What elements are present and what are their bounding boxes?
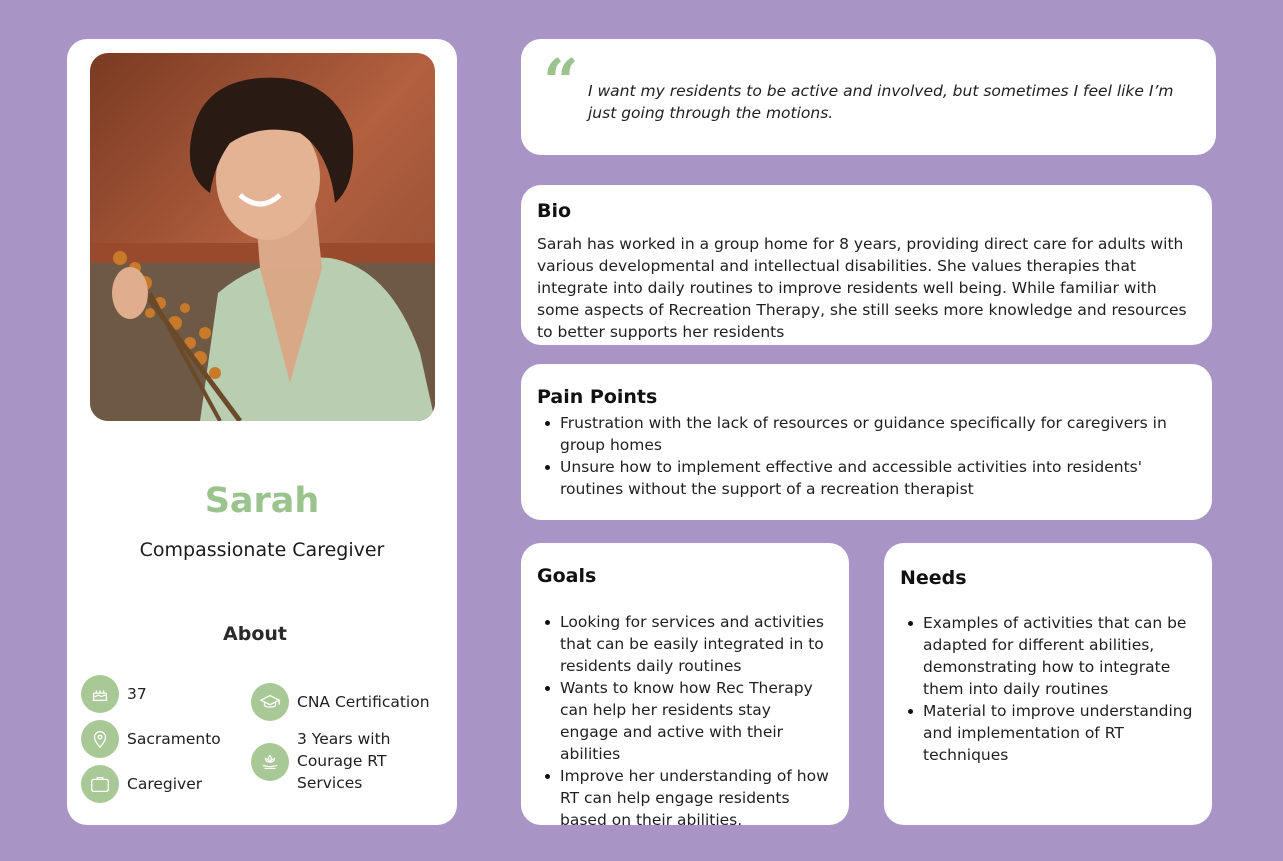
about-experience: 3 Years with Courage RT Services [251,728,409,794]
bio-text: Sarah has worked in a group home for 8 years, providing direct care for adults with various developmental and intellectual disabilities. She values therapies that integrate into daily routines to improve residents well being. While familiar with some aspects of Recreation Therapy, she still seeks more knowledge and resources to better supports her residents [537,235,1187,341]
list-item: Frustration with the lack of resources or guidance specifically for caregivers in group homes [537,412,1196,456]
needs-card [884,543,1212,825]
pain-points-heading: Pain Points [537,386,658,408]
list-item: Improve her understanding of how RT can help engage residents based on their abilities. [537,765,833,831]
about-heading: About [223,623,287,645]
persona-name: Sarah [204,481,320,521]
graduation-cap-icon [251,683,289,721]
profile-card [67,39,457,825]
quote-card [521,39,1216,155]
list-item: Wants to know how Rec Therapy can help her residents stay engage and active with their abilities [537,677,833,765]
goals-heading: Goals [537,565,597,587]
bio-heading: Bio [537,200,572,222]
bio-card [521,185,1212,345]
about-age: 37 [81,675,147,713]
persona-role: Compassionate Caregiver [139,539,385,561]
lotus-hand-icon [251,743,289,781]
list-item: Examples of activities that can be adapted for different abilities, demonstrating how to integrate them into daily routines [900,612,1196,700]
quote-text: I want my residents to be active and involved, but sometimes I feel like I’m just going through the motions. [588,82,1174,122]
profile-photo [90,53,435,421]
briefcase-icon [81,765,119,803]
map-pin-icon [81,720,119,758]
pain-points-list [537,412,1196,500]
needs-heading: Needs [900,567,967,589]
pain-points-card [521,364,1212,520]
about-certification: CNA Certification [251,683,430,721]
goals-list [537,611,833,831]
needs-list [900,612,1196,766]
quote-mark-icon: “ [543,45,579,118]
list-item: Unsure how to implement effective and accessible activities into residents' routines without the support of a recreation therapist [537,456,1196,500]
birthday-cake-icon [81,675,119,713]
list-item: Material to improve understanding and implementation of RT techniques [900,700,1196,766]
list-item: Looking for services and activities that can be easily integrated in to residents daily routines [537,611,833,677]
about-job: Caregiver [81,765,202,803]
about-location: Sacramento [81,720,221,758]
goals-card [521,543,849,829]
